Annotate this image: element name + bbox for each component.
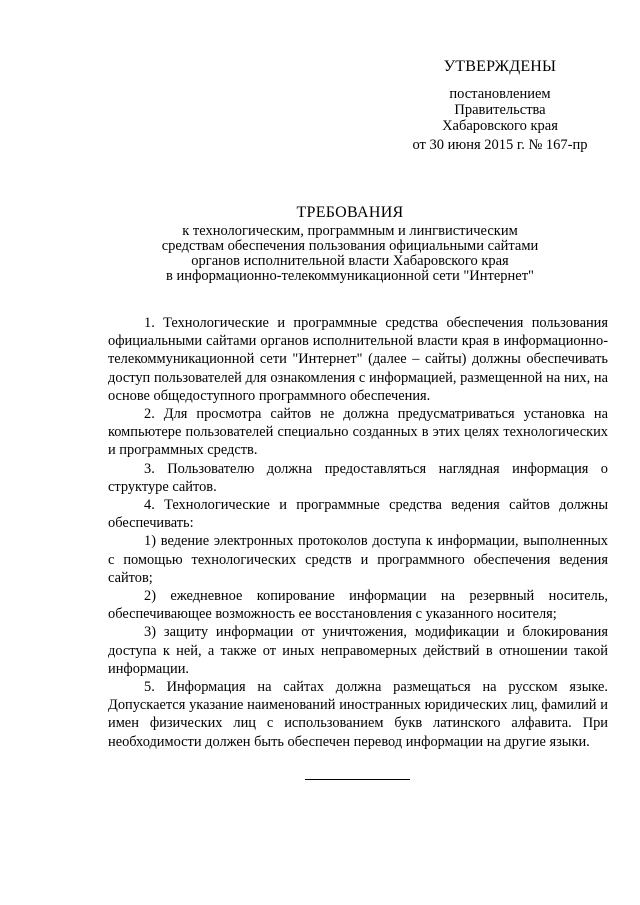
paragraph-4-item-1: 1) ведение электронных протоколов доступа к информации, выполненных с помощью технологических средств и программного обеспечения ведения сайтов; <box>108 533 608 586</box>
approval-date: от 30 июня 2015 г. № 167-пр <box>412 137 588 153</box>
document-title-block <box>110 204 590 284</box>
approval-line: постановлением <box>449 86 551 102</box>
paragraph-2: 2. Для просмотра сайтов не должна предусматриваться установка на компьютере пользователей специально созданных в этих целях технологических и программных средств. <box>108 406 608 459</box>
approval-heading: УТВЕРЖДЕНЫ <box>443 58 557 75</box>
paragraph-3: 3. Пользователю должна предоставляться наглядная информация о структуре сайтов. <box>108 460 608 495</box>
end-divider <box>305 779 410 780</box>
approval-line: Правительства <box>454 102 546 118</box>
paragraph-5: 5. Информация на сайтах должна размещаться на русском языке. Допускается указание наименований иностранных юридических лиц, фамилий и имен физических лиц с использованием букв латинского алфавита. При необходимости должен быть обеспечен перевод информации на другие языки. <box>108 679 608 750</box>
paragraph-4-item-2: 2) ежедневное копирование информации на резервный носитель, обеспечивающее возможность ее восстановления с указанного носителя; <box>108 588 608 623</box>
paragraph-4: 4. Технологические и программные средства ведения сайтов должны обеспечивать: <box>108 497 608 532</box>
document-subtitle-line: к технологическим, программным и лингвистическим <box>182 223 518 239</box>
paragraph-4-item-3: 3) защиту информации от уничтожения, модификации и блокирования доступа к ней, а также от иных неправомерных действий в отношении такой информации. <box>108 624 608 677</box>
document-subtitle-line: в информационно-телекоммуникационной сети "Интернет" <box>166 268 534 284</box>
approval-line: Хабаровского края <box>442 118 558 134</box>
approval-block <box>395 58 605 153</box>
document-subtitle-line: органов исполнительной власти Хабаровского края <box>191 253 509 269</box>
paragraph-1: 1. Технологические и программные средства обеспечения пользования официальными сайтами органов исполнительной власти края в информационно-телекоммуникационной сети "Интернет" (далее – сайты) должны обеспечивать доступ пользователей для ознакомления с информацией, размещенной на них, на основе общедоступного программного обеспечения. <box>108 315 608 404</box>
document-title: ТРЕБОВАНИЯ <box>296 204 404 221</box>
document-subtitle-line: средствам обеспечения пользования официальными сайтами <box>161 238 539 254</box>
document-body <box>108 314 608 751</box>
